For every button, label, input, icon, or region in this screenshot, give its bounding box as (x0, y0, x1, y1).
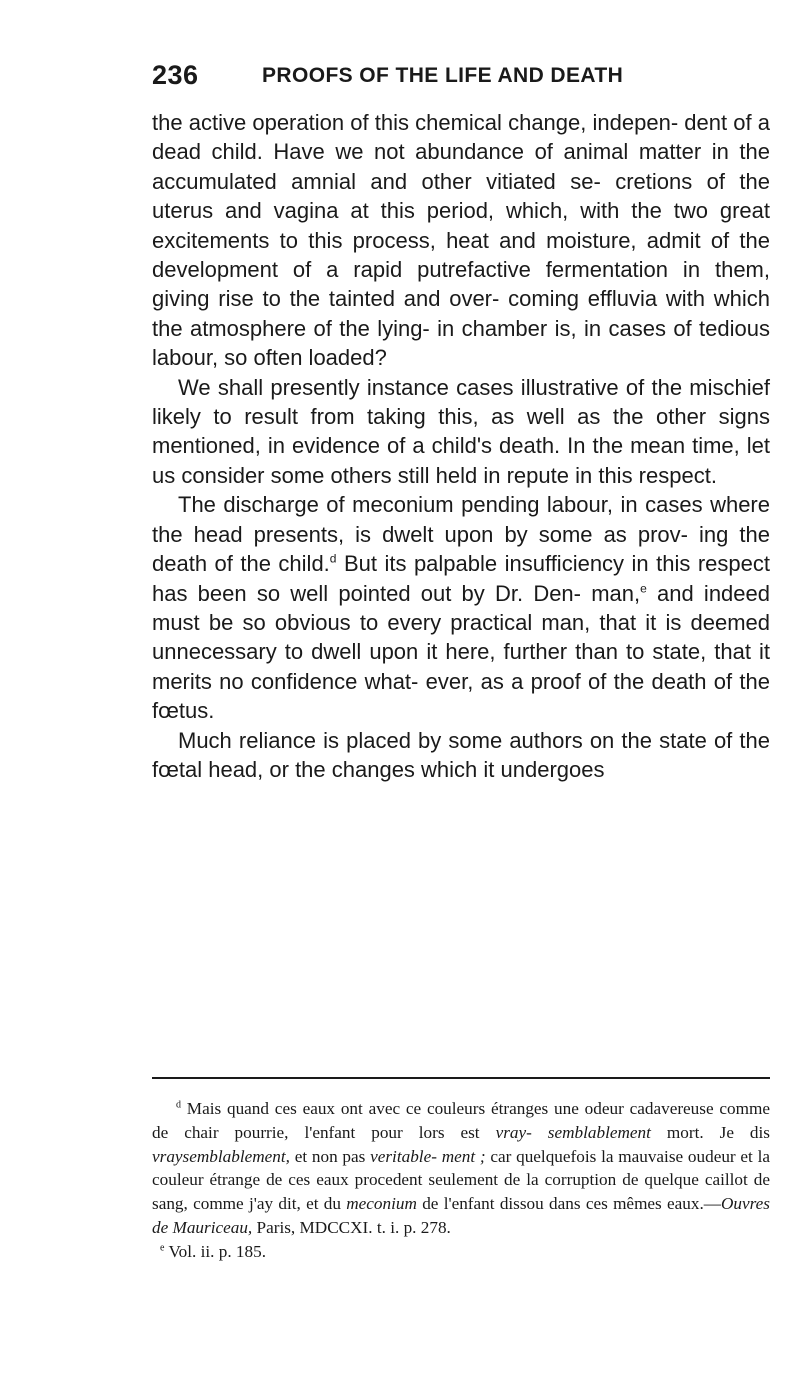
footnote-d-text-3: et non pas (289, 1146, 371, 1166)
footnote-d (152, 1097, 770, 1240)
footnote-ref-e: e (640, 581, 647, 596)
paragraph-2 (152, 373, 770, 491)
footnote-d-italic-4: meconium (346, 1194, 417, 1214)
footnote-d-italic-5: Ouvres de Mauriceau, (152, 1194, 770, 1237)
page-header (152, 60, 792, 100)
paragraph-3-text-part-2: But its palpable insufficiency in this respect has been so well pointed out by Dr. Den- man, (152, 551, 770, 606)
footnote-d-text-2: mort. Je dis (650, 1122, 770, 1142)
paragraph-1 (152, 108, 770, 373)
paragraph-3-text-part-1: The discharge of meconium pending labour, in cases where the head presents, is dwelt upon by some as prov- ing the death of the child. (152, 492, 770, 577)
footnote-marker-d: d (176, 1099, 181, 1111)
paragraph-3-text-part-3: and indeed must be so obvious to every practical man, that it is deemed unnecessary to dwell upon it here, further than to state, that it merits no confidence what- ever, as a proof of the death of the fœtus. (152, 580, 770, 724)
paragraph-1-text: the active operation of this chemical change, indepen- dent of a dead child. Have we not abundance of animal matter in the accumulated amnial and other vitiated se- cretions of the uterus and vagina at this period, which, with the two great excitements to this process, heat and moisture, admit of the development of a rapid putrefactive fermentation in them, giving rise to the tainted and over- coming effluvia with which the atmosphere of the lying- in chamber is, in cases of tedious labour, so often loaded? (152, 110, 770, 371)
footnote-d-text-6: Paris, MDCCXI. t. i. p. 278. (252, 1217, 451, 1237)
footnote-marker-e: e (160, 1242, 165, 1254)
footnote-d-italic-3: veritable- ment ; (370, 1146, 486, 1166)
footnote-d-text-1: Mais quand ces eaux ont avec ce couleurs étranges une odeur cadavereuse comme de chair pourrie, l'enfant pour lors est (152, 1099, 770, 1142)
paragraph-2-text: We shall presently instance cases illustrative of the mischief likely to result from taking this, as well as the other signs mentioned, in evidence of a child's death. In the mean time, let us consider some others still held in repute in this respect. (152, 374, 770, 488)
footnote-ref-d: d (329, 551, 337, 566)
paragraph-4-text: Much reliance is placed by some authors on the state of the fœtal head, or the changes which it undergoes (152, 727, 770, 782)
footnote-d-text-4: car quelquefois la mauvaise oudeur et la couleur étrange de ces eaux procedent seulement de la corruption de quelque caillot de sang, comme j'ay dit, et du (152, 1146, 770, 1214)
footnote-divider (152, 1077, 770, 1079)
running-head: PROOFS OF THE LIFE AND DEATH (262, 64, 624, 87)
footnote-e (152, 1240, 770, 1264)
paragraph-4 (152, 726, 770, 785)
paragraph-3 (152, 490, 770, 725)
footnote-e-text: Vol. ii. p. 185. (164, 1241, 267, 1261)
footnote-d-italic-1: vray- semblablement (495, 1122, 651, 1142)
footnotes (152, 1097, 770, 1264)
page-number: 236 (152, 60, 199, 90)
body-text (152, 108, 770, 784)
footnote-d-text-5: de l'enfant dissou dans ces mêmes eaux.— (416, 1194, 721, 1214)
footnote-d-italic-2: vraysemblablement, (152, 1146, 290, 1166)
